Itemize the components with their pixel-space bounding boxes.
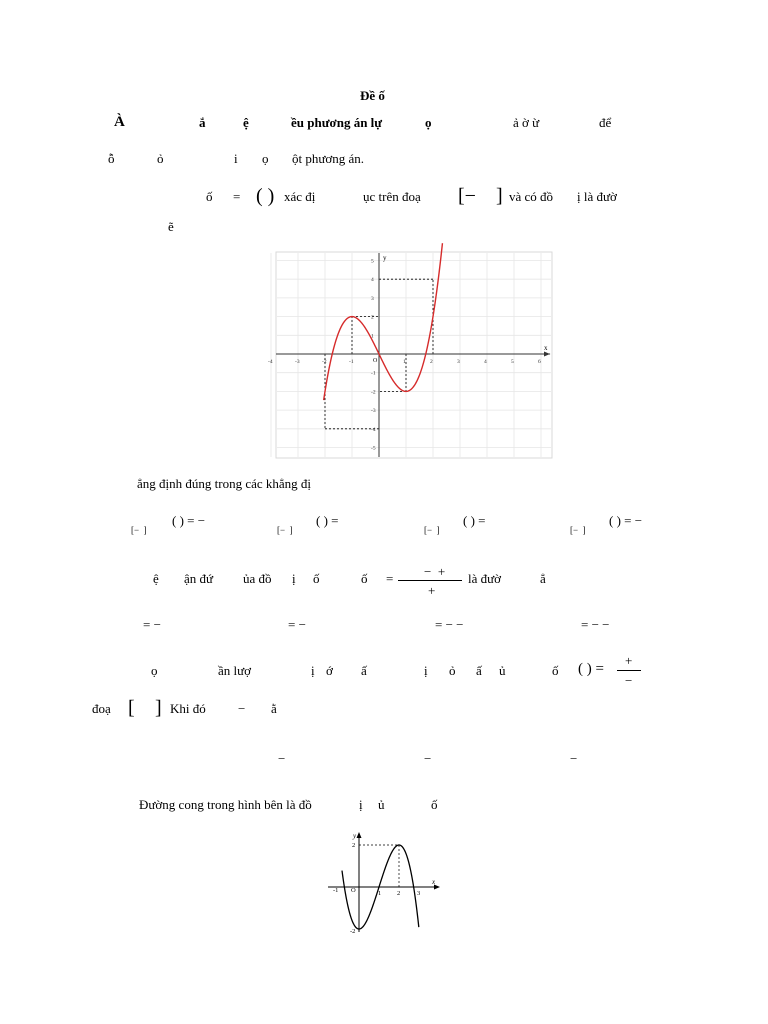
x-tick-label: 5	[511, 359, 514, 365]
option-expression: ( ) =	[316, 513, 339, 528]
y-axis-label: y	[353, 832, 357, 840]
text-fragment: ỏ	[449, 663, 456, 678]
text-fragment: ắ	[199, 115, 206, 130]
x-tick-label: 2	[430, 359, 433, 365]
text-fragment: Khi đó	[170, 701, 206, 716]
x-axis-label: x	[544, 344, 548, 352]
function-graph-2	[326, 830, 442, 934]
text-fragment: ố	[313, 571, 320, 586]
text-fragment: xác đị	[284, 189, 316, 204]
y-tick-label: -4	[371, 426, 376, 433]
text-fragment: và có đồ	[509, 189, 554, 204]
y-tick-label: -1	[371, 370, 376, 377]
math-bracket: ]	[155, 697, 162, 719]
y-tick-label: 1	[371, 333, 374, 340]
option-expression: = −	[143, 617, 161, 632]
option-expression: ( ) =	[463, 513, 486, 528]
option-interval: [− ]	[570, 525, 586, 535]
option-interval: [− ]	[131, 525, 147, 535]
y-tick-label: 5	[371, 258, 374, 265]
text-fragment: ấ	[476, 663, 482, 678]
option-expression: ( ) = −	[609, 513, 643, 528]
math-bracket: [−	[458, 185, 476, 207]
text-fragment: ục trên đoạ	[363, 189, 421, 204]
text-fragment: để	[599, 115, 612, 130]
math-bracket: ]	[496, 185, 503, 207]
text-fragment: ọ	[262, 151, 269, 166]
text-fragment: ần lượ	[218, 663, 252, 678]
x-tick-label: 1	[403, 359, 406, 365]
text-fragment: ớ	[326, 663, 333, 678]
text-fragment: ủ	[378, 797, 385, 812]
text-fragment: là đườ	[468, 571, 502, 586]
fraction-denominator: −	[625, 673, 633, 688]
text-fragment: ột phương án.	[292, 151, 365, 166]
text-fragment: ủa đồ	[243, 571, 272, 586]
fraction-numerator: +	[625, 653, 633, 668]
x-tick-label: -1	[333, 887, 339, 894]
math-equals: =	[386, 571, 394, 586]
text-fragment: đoạ	[92, 701, 111, 716]
text-fragment: Đường cong trong hình bên là đồ	[139, 797, 312, 812]
function-graph-1	[268, 252, 552, 458]
x-tick-label: 3	[457, 359, 460, 365]
fraction-numerator: − +	[424, 564, 446, 579]
text-fragment: ố	[206, 189, 213, 204]
text-fragment: −	[238, 701, 246, 716]
x-tick-label: 3	[417, 890, 421, 897]
question-text: ẳng định đúng trong các khẳng đị	[137, 476, 312, 491]
text-fragment: ố	[361, 571, 368, 586]
text-fragment: ả ờ ừ	[513, 115, 540, 130]
text-fragment: ọ	[151, 663, 158, 678]
y-tick-label: -2	[371, 389, 376, 396]
option-interval: [− ]	[424, 525, 440, 535]
text-fragment: ẽ	[168, 219, 174, 234]
fraction-denominator: +	[428, 583, 436, 598]
x-tick-label: 1	[378, 890, 382, 897]
text-fragment: ỏ	[157, 151, 164, 166]
text-fragment: ị	[359, 797, 363, 812]
text-fragment: ỗ	[108, 151, 115, 166]
text-fragment: ố	[431, 797, 438, 812]
text-fragment: ằ	[271, 701, 277, 716]
graph-frame	[276, 252, 552, 458]
option-expression: −	[570, 751, 578, 766]
x-tick-label: -4	[268, 359, 273, 365]
y-tick-label: -5	[371, 445, 376, 452]
option-expression: = − −	[581, 617, 610, 632]
y-tick-label: -2	[350, 928, 356, 935]
x-axis-label: x	[432, 878, 436, 886]
y-tick-label: 4	[371, 277, 374, 284]
text-fragment: ệ	[243, 115, 249, 130]
y-tick-label: 2	[352, 842, 356, 849]
text-fragment: i	[234, 151, 238, 166]
text-fragment: ận đứ	[184, 571, 214, 586]
text-fragment: ẳ	[540, 571, 546, 586]
option-expression: = − −	[435, 617, 464, 632]
y-axis-arrow	[357, 832, 362, 838]
text-fragment: ọ	[425, 115, 432, 130]
y-tick-label: 2	[371, 314, 374, 321]
option-expression: −	[278, 751, 286, 766]
option-expression: ( ) = −	[172, 513, 206, 528]
x-tick-label: O	[351, 887, 356, 894]
fraction-bar	[617, 670, 641, 671]
y-axis-label: y	[383, 254, 387, 262]
y-tick-label: -3	[371, 408, 376, 415]
x-tick-label: -3	[295, 359, 300, 365]
text-fragment: ấ	[361, 663, 367, 678]
text-fragment: ố	[552, 663, 559, 678]
option-expression: = −	[288, 617, 306, 632]
text-fragment: ủ	[499, 663, 506, 678]
fraction-bar	[398, 580, 462, 581]
page-title: Đề ố	[360, 88, 385, 103]
text-fragment: ị	[424, 663, 428, 678]
math-expression: ( ) =	[578, 661, 604, 677]
text-fragment: ều phương án lự	[291, 115, 383, 130]
x-tick-label: -1	[349, 359, 354, 365]
text-fragment: À	[114, 114, 125, 130]
math-paren: ( )	[256, 185, 275, 207]
x-tick-label: -2	[322, 359, 327, 365]
text-fragment: ị	[292, 571, 296, 586]
option-interval: [− ]	[277, 525, 293, 535]
text-fragment: ị	[311, 663, 315, 678]
option-expression: −	[424, 751, 432, 766]
x-tick-label: 4	[484, 359, 487, 365]
y-tick-label: 3	[371, 295, 374, 302]
x-tick-label: 2	[397, 890, 401, 897]
origin-label: O	[373, 358, 378, 364]
text-fragment: ị là đườ	[577, 189, 617, 204]
x-tick-label: 6	[538, 359, 541, 365]
text-fragment: =	[233, 189, 241, 204]
text-fragment: ệ	[153, 571, 159, 586]
math-bracket: [	[128, 697, 135, 719]
